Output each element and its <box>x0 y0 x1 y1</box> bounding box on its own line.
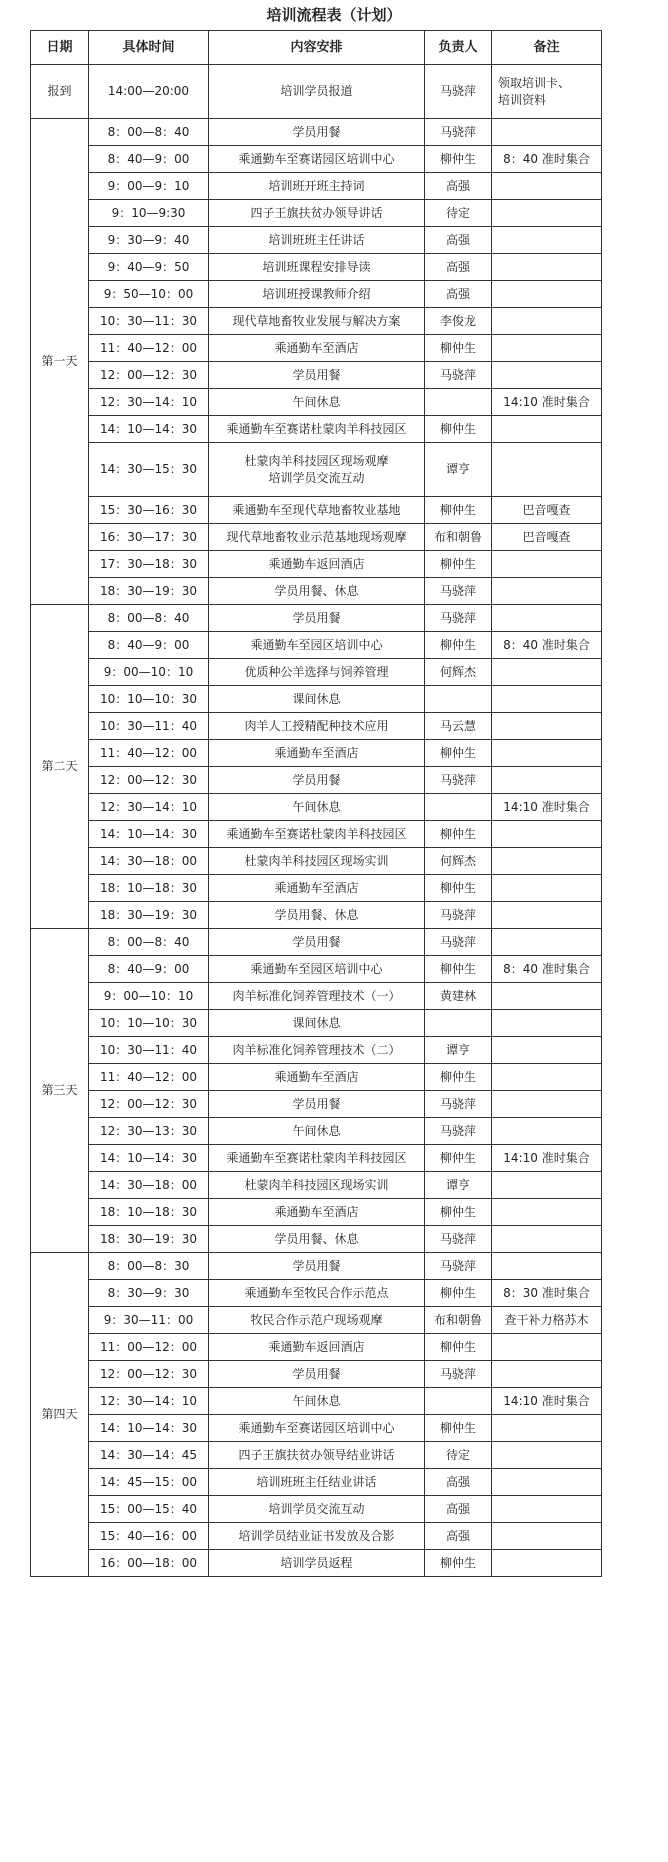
person-cell: 马骁萍 <box>425 362 492 389</box>
note-cell <box>492 119 602 146</box>
time-cell: 10：30—11：40 <box>89 713 209 740</box>
content-cell: 培训学员结业证书发放及合影 <box>209 1523 425 1550</box>
table-row <box>31 551 602 578</box>
person-cell: 马骁萍 <box>425 902 492 929</box>
person-cell: 柳仲生 <box>425 1280 492 1307</box>
content-cell: 乘通勤车至赛诺杜蒙肉羊科技园区 <box>209 1145 425 1172</box>
time-cell: 8：00—8：30 <box>89 1253 209 1280</box>
note-cell: 8：40 准时集合 <box>492 146 602 173</box>
note-cell <box>492 308 602 335</box>
time-cell: 16：00—18：00 <box>89 1550 209 1577</box>
table-row <box>31 740 602 767</box>
time-cell: 14：30—18：00 <box>89 848 209 875</box>
content-cell: 培训学员交流互动 <box>209 1496 425 1523</box>
person-cell: 黄建林 <box>425 983 492 1010</box>
person-cell: 谭亨 <box>425 1037 492 1064</box>
person-cell: 高强 <box>425 227 492 254</box>
note-cell <box>492 1442 602 1469</box>
note-cell <box>492 1523 602 1550</box>
time-cell: 9：00—10：10 <box>89 983 209 1010</box>
content-cell: 学员用餐 <box>209 767 425 794</box>
time-cell: 10：30—11：30 <box>89 308 209 335</box>
content-cell: 乘通勤车至赛诺杜蒙肉羊科技园区 <box>209 821 425 848</box>
table-row <box>31 443 602 497</box>
person-cell: 柳仲生 <box>425 632 492 659</box>
person-cell: 马骁萍 <box>425 1118 492 1145</box>
person-cell: 高强 <box>425 1469 492 1496</box>
table-row <box>31 929 602 956</box>
person-cell <box>425 389 492 416</box>
person-cell: 李俊龙 <box>425 308 492 335</box>
note-cell <box>492 1010 602 1037</box>
content-cell: 培训班授课教师介绍 <box>209 281 425 308</box>
content-cell: 培训班班主任结业讲话 <box>209 1469 425 1496</box>
header-content: 内容安排 <box>209 31 425 65</box>
note-cell <box>492 929 602 956</box>
content-cell: 学员用餐 <box>209 605 425 632</box>
note-cell <box>492 1199 602 1226</box>
note-cell <box>492 200 602 227</box>
time-cell: 12：00—12：30 <box>89 1361 209 1388</box>
table-row <box>31 686 602 713</box>
person-cell: 马骁萍 <box>425 929 492 956</box>
table-row <box>31 1415 602 1442</box>
time-cell: 17：30—18：30 <box>89 551 209 578</box>
person-cell: 柳仲生 <box>425 821 492 848</box>
time-cell: 14：30—14：45 <box>89 1442 209 1469</box>
page-title: 培训流程表（计划） <box>266 6 402 24</box>
content-cell: 乘通勤车至酒店 <box>209 1064 425 1091</box>
table-row <box>31 335 602 362</box>
time-cell: 9：30—11：00 <box>89 1307 209 1334</box>
person-cell: 柳仲生 <box>425 1199 492 1226</box>
content-cell: 培训班班主任讲话 <box>209 227 425 254</box>
content-cell: 培训班课程安排导读 <box>209 254 425 281</box>
note-cell: 14:10 准时集合 <box>492 389 602 416</box>
time-cell: 9：50—10：00 <box>89 281 209 308</box>
table-row <box>31 524 602 551</box>
person-cell: 谭亨 <box>425 443 492 497</box>
time-cell: 8：00—8：40 <box>89 929 209 956</box>
content-cell: 学员用餐、休息 <box>209 902 425 929</box>
table-row <box>31 227 602 254</box>
person-cell: 马骁萍 <box>425 1226 492 1253</box>
person-cell: 谭亨 <box>425 1172 492 1199</box>
note-cell: 8：30 准时集合 <box>492 1280 602 1307</box>
content-cell: 课间休息 <box>209 1010 425 1037</box>
person-cell <box>425 1388 492 1415</box>
table-row <box>31 875 602 902</box>
time-cell: 12：00—12：30 <box>89 362 209 389</box>
person-cell: 柳仲生 <box>425 740 492 767</box>
table-row <box>31 1469 602 1496</box>
person-cell: 柳仲生 <box>425 875 492 902</box>
time-cell: 8：40—9：00 <box>89 956 209 983</box>
table-row <box>31 1280 602 1307</box>
person-cell: 马骁萍 <box>425 605 492 632</box>
content-cell: 课间休息 <box>209 686 425 713</box>
time-cell: 8：00—8：40 <box>89 119 209 146</box>
content-cell: 优质种公羊选择与饲养管理 <box>209 659 425 686</box>
person-cell: 马骁萍 <box>425 578 492 605</box>
note-cell <box>492 1469 602 1496</box>
content-cell: 学员用餐 <box>209 1361 425 1388</box>
content-cell: 肉羊标准化饲养管理技术（二） <box>209 1037 425 1064</box>
note-cell <box>492 362 602 389</box>
person-cell: 柳仲生 <box>425 335 492 362</box>
content-cell: 乘通勤车至园区培训中心 <box>209 632 425 659</box>
table-row <box>31 1550 602 1577</box>
person-cell <box>425 686 492 713</box>
person-cell: 何辉杰 <box>425 659 492 686</box>
time-cell: 8：40—9：00 <box>89 146 209 173</box>
time-cell: 18：30—19：30 <box>89 902 209 929</box>
header-row <box>31 31 602 65</box>
content-cell: 午间休息 <box>209 1118 425 1145</box>
time-cell: 12：30—14：10 <box>89 389 209 416</box>
person-cell: 柳仲生 <box>425 146 492 173</box>
person-cell: 高强 <box>425 281 492 308</box>
content-cell: 现代草地畜牧业发展与解决方案 <box>209 308 425 335</box>
table-row <box>31 632 602 659</box>
table-row <box>31 254 602 281</box>
table-row <box>31 1388 602 1415</box>
header-person: 负责人 <box>425 31 492 65</box>
table-row <box>31 1118 602 1145</box>
note-cell <box>492 1064 602 1091</box>
content-cell: 学员用餐 <box>209 929 425 956</box>
time-cell: 11：40—12：00 <box>89 335 209 362</box>
note-cell <box>492 1253 602 1280</box>
time-cell: 16：30—17：30 <box>89 524 209 551</box>
time-cell: 8：40—9：00 <box>89 632 209 659</box>
content-cell: 乘通勤车返回酒店 <box>209 1334 425 1361</box>
table-row <box>31 389 602 416</box>
content-cell: 肉羊标准化饲养管理技术（一） <box>209 983 425 1010</box>
person-cell: 布和朝鲁 <box>425 524 492 551</box>
content-cell: 牧民合作示范户现场观摩 <box>209 1307 425 1334</box>
time-cell: 11：40—12：00 <box>89 1064 209 1091</box>
person-cell <box>425 794 492 821</box>
checkin-note <box>492 65 602 119</box>
content-cell: 乘通勤车至园区培训中心 <box>209 956 425 983</box>
person-cell: 马骁萍 <box>425 1091 492 1118</box>
table-row <box>31 146 602 173</box>
person-cell: 柳仲生 <box>425 497 492 524</box>
content-cell: 肉羊人工授精配种技术应用 <box>209 713 425 740</box>
checkin-row <box>31 65 602 119</box>
person-cell: 柳仲生 <box>425 1550 492 1577</box>
content-cell: 培训班开班主持词 <box>209 173 425 200</box>
note-cell <box>492 821 602 848</box>
time-cell: 18：10—18：30 <box>89 875 209 902</box>
table-row <box>31 713 602 740</box>
note-cell <box>492 767 602 794</box>
table-row <box>31 1172 602 1199</box>
table-row <box>31 1226 602 1253</box>
person-cell: 柳仲生 <box>425 1064 492 1091</box>
note-cell <box>492 1037 602 1064</box>
day-label: 第一天 <box>31 119 89 605</box>
content-cell: 培训学员返程 <box>209 1550 425 1577</box>
time-cell: 10：10—10：30 <box>89 686 209 713</box>
table-row <box>31 956 602 983</box>
content-cell: 学员用餐、休息 <box>209 578 425 605</box>
content-cell: 乘通勤车至赛诺杜蒙肉羊科技园区 <box>209 416 425 443</box>
time-cell: 11：40—12：00 <box>89 740 209 767</box>
note-cell <box>492 686 602 713</box>
note-cell: 14:10 准时集合 <box>492 794 602 821</box>
content-line: 培训学员交流互动 <box>268 470 365 485</box>
note-cell <box>492 1118 602 1145</box>
note-cell: 14:10 准时集合 <box>492 1388 602 1415</box>
time-cell: 12：30—14：10 <box>89 1388 209 1415</box>
note-cell <box>492 1496 602 1523</box>
person-cell <box>425 1010 492 1037</box>
table-row <box>31 1253 602 1280</box>
person-cell: 布和朝鲁 <box>425 1307 492 1334</box>
table-row <box>31 848 602 875</box>
content-cell: 学员用餐 <box>209 119 425 146</box>
person-cell: 何辉杰 <box>425 848 492 875</box>
table-row <box>31 983 602 1010</box>
note-cell <box>492 875 602 902</box>
time-cell: 10：10—10：30 <box>89 1010 209 1037</box>
time-cell: 8：00—8：40 <box>89 605 209 632</box>
time-cell: 14：45—15：00 <box>89 1469 209 1496</box>
content-cell: 乘通勤车至赛诺园区培训中心 <box>209 1415 425 1442</box>
person-cell: 柳仲生 <box>425 1415 492 1442</box>
time-cell: 14：10—14：30 <box>89 1145 209 1172</box>
note-cell <box>492 1172 602 1199</box>
content-cell: 乘通勤车至酒店 <box>209 1199 425 1226</box>
note-cell <box>492 416 602 443</box>
content-cell: 杜蒙肉羊科技园区现场实训 <box>209 848 425 875</box>
content-cell: 乘通勤车至现代草地畜牧业基地 <box>209 497 425 524</box>
content-cell: 学员用餐 <box>209 1091 425 1118</box>
checkin-person: 马骁萍 <box>425 65 492 119</box>
content-cell: 现代草地畜牧业示范基地现场观摩 <box>209 524 425 551</box>
time-cell: 14：10—14：30 <box>89 1415 209 1442</box>
table-row <box>31 767 602 794</box>
note-cell <box>492 1226 602 1253</box>
table-row <box>31 1361 602 1388</box>
table-row <box>31 1199 602 1226</box>
time-cell: 18：30—19：30 <box>89 1226 209 1253</box>
note-cell <box>492 605 602 632</box>
content-cell: 乘通勤车至牧民合作示范点 <box>209 1280 425 1307</box>
time-cell: 15：40—16：00 <box>89 1523 209 1550</box>
table-row <box>31 1091 602 1118</box>
day-label: 第二天 <box>31 605 89 929</box>
time-cell: 9：10—9:30 <box>89 200 209 227</box>
table-row <box>31 200 602 227</box>
time-cell: 12：00—12：30 <box>89 767 209 794</box>
table-row <box>31 281 602 308</box>
time-cell: 15：30—16：30 <box>89 497 209 524</box>
note-cell: 8：40 准时集合 <box>492 632 602 659</box>
table-row <box>31 416 602 443</box>
note-cell: 14:10 准时集合 <box>492 1145 602 1172</box>
note-cell <box>492 254 602 281</box>
person-cell: 待定 <box>425 200 492 227</box>
content-cell: 乘通勤车至酒店 <box>209 740 425 767</box>
header-time: 具体时间 <box>89 31 209 65</box>
person-cell: 柳仲生 <box>425 551 492 578</box>
time-cell: 9：00—9：10 <box>89 173 209 200</box>
time-cell: 14：30—15：30 <box>89 443 209 497</box>
content-cell: 午间休息 <box>209 794 425 821</box>
person-cell: 柳仲生 <box>425 416 492 443</box>
header-date: 日期 <box>31 31 89 65</box>
table-row <box>31 1145 602 1172</box>
note-cell: 查干补力格苏木 <box>492 1307 602 1334</box>
table-row <box>31 308 602 335</box>
note-cell <box>492 983 602 1010</box>
content-cell: 乘通勤车至酒店 <box>209 335 425 362</box>
table-row <box>31 1496 602 1523</box>
table-row <box>31 659 602 686</box>
person-cell: 高强 <box>425 1496 492 1523</box>
content-cell: 午间休息 <box>209 389 425 416</box>
table-row <box>31 173 602 200</box>
time-cell: 11：00—12：00 <box>89 1334 209 1361</box>
time-cell: 14：30—18：00 <box>89 1172 209 1199</box>
table-row <box>31 605 602 632</box>
note-cell <box>492 281 602 308</box>
content-cell: 乘通勤车至酒店 <box>209 875 425 902</box>
content-cell: 乘通勤车返回酒店 <box>209 551 425 578</box>
person-cell: 柳仲生 <box>425 1145 492 1172</box>
time-cell: 18：10—18：30 <box>89 1199 209 1226</box>
checkin-note-line: 培训资料 <box>498 92 547 107</box>
time-cell: 12：30—14：10 <box>89 794 209 821</box>
content-cell: 四子王旗扶贫办领导结业讲话 <box>209 1442 425 1469</box>
note-cell <box>492 659 602 686</box>
person-cell: 高强 <box>425 173 492 200</box>
day-label: 第四天 <box>31 1253 89 1577</box>
note-cell: 巴音嘎查 <box>492 497 602 524</box>
schedule-table <box>30 30 602 1577</box>
header-note: 备注 <box>492 31 602 65</box>
table-row <box>31 497 602 524</box>
table-row <box>31 1523 602 1550</box>
note-cell: 巴音嘎查 <box>492 524 602 551</box>
note-cell <box>492 1334 602 1361</box>
note-cell <box>492 902 602 929</box>
content-cell: 杜蒙肉羊科技园区现场实训 <box>209 1172 425 1199</box>
person-cell: 柳仲生 <box>425 1334 492 1361</box>
time-cell: 12：00—12：30 <box>89 1091 209 1118</box>
person-cell: 待定 <box>425 1442 492 1469</box>
person-cell: 马骁萍 <box>425 767 492 794</box>
note-cell <box>492 551 602 578</box>
content-cell: 学员用餐 <box>209 362 425 389</box>
table-row <box>31 1442 602 1469</box>
checkin-content: 培训学员报道 <box>209 65 425 119</box>
time-cell: 12：30—13：30 <box>89 1118 209 1145</box>
time-cell: 14：10—14：30 <box>89 821 209 848</box>
content-line: 杜蒙肉羊科技园区现场观摩 <box>244 453 389 468</box>
content-cell: 午间休息 <box>209 1388 425 1415</box>
time-cell: 9：40—9：50 <box>89 254 209 281</box>
note-cell <box>492 578 602 605</box>
day-label: 第三天 <box>31 929 89 1253</box>
note-cell <box>492 1550 602 1577</box>
note-cell <box>492 1091 602 1118</box>
note-cell <box>492 1415 602 1442</box>
table-row <box>31 578 602 605</box>
note-cell <box>492 173 602 200</box>
content-cell: 学员用餐 <box>209 1253 425 1280</box>
checkin-day: 报到 <box>31 65 89 119</box>
person-cell: 马云慧 <box>425 713 492 740</box>
table-row <box>31 1334 602 1361</box>
table-row <box>31 1064 602 1091</box>
time-cell: 9：30—9：40 <box>89 227 209 254</box>
person-cell: 马骁萍 <box>425 119 492 146</box>
time-cell: 8：30—9：30 <box>89 1280 209 1307</box>
note-cell: 8：40 准时集合 <box>492 956 602 983</box>
content-cell: 学员用餐、休息 <box>209 1226 425 1253</box>
person-cell: 马骁萍 <box>425 1361 492 1388</box>
time-cell: 18：30—19：30 <box>89 578 209 605</box>
content-cell: 乘通勤车至赛诺园区培训中心 <box>209 146 425 173</box>
checkin-note-line: 领取培训卡、 <box>498 75 571 90</box>
table-row <box>31 119 602 146</box>
table-row <box>31 362 602 389</box>
time-cell: 14：10—14：30 <box>89 416 209 443</box>
person-cell: 马骁萍 <box>425 1253 492 1280</box>
person-cell: 柳仲生 <box>425 956 492 983</box>
note-cell <box>492 713 602 740</box>
content-cell: 四子王旗扶贫办领导讲话 <box>209 200 425 227</box>
note-cell <box>492 848 602 875</box>
time-cell: 15：00—15：40 <box>89 1496 209 1523</box>
person-cell: 高强 <box>425 254 492 281</box>
note-cell <box>492 443 602 497</box>
checkin-time: 14:00—20:00 <box>89 65 209 119</box>
note-cell <box>492 740 602 767</box>
table-row <box>31 794 602 821</box>
time-cell: 9：00—10：10 <box>89 659 209 686</box>
note-cell <box>492 1361 602 1388</box>
table-row <box>31 1307 602 1334</box>
time-cell: 10：30—11：40 <box>89 1037 209 1064</box>
note-cell <box>492 227 602 254</box>
person-cell: 高强 <box>425 1523 492 1550</box>
table-row <box>31 1037 602 1064</box>
table-row <box>31 821 602 848</box>
table-row <box>31 902 602 929</box>
content-cell <box>209 443 425 497</box>
note-cell <box>492 335 602 362</box>
table-row <box>31 1010 602 1037</box>
